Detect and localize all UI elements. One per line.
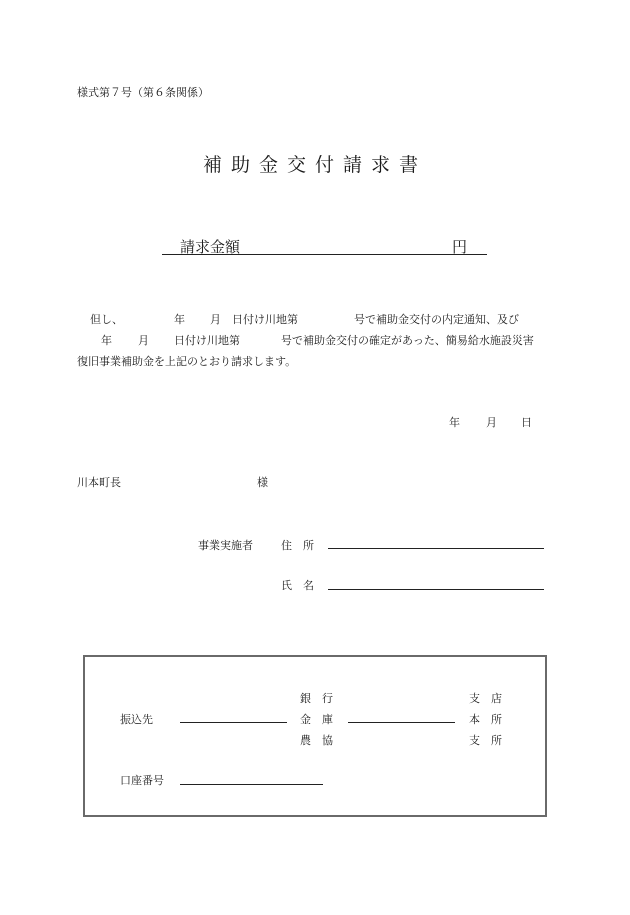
- account-number-field[interactable]: [180, 784, 323, 785]
- date-day: 日: [521, 416, 532, 429]
- branch-type-sub-office: 支 所: [469, 734, 502, 747]
- branch-type-head-office: 本 所: [469, 713, 502, 726]
- date-month: 月: [486, 416, 497, 429]
- body-line2-year: 年: [101, 334, 112, 347]
- bank-type-agri-coop: 農 協: [300, 734, 333, 747]
- branch-type-branch: 支 店: [469, 692, 502, 705]
- body-line2-date-suffix: 日付け川地第: [174, 334, 240, 347]
- body-line1-month: 月: [210, 313, 221, 326]
- date-year: 年: [449, 416, 460, 429]
- body-line1-year: 年: [174, 313, 185, 326]
- address-field[interactable]: [328, 548, 544, 549]
- amount-label: 請求金額: [180, 238, 241, 256]
- name-label: 氏 名: [281, 579, 314, 592]
- form-number: 様式第７号（第６条関係）: [77, 86, 209, 99]
- body-line3: 復旧事業補助金を上記のとおり請求します。: [77, 355, 297, 368]
- body-line1-number-suffix: 号で補助金交付の内定通知、及び: [354, 313, 519, 326]
- amount-underline[interactable]: [162, 254, 487, 255]
- address-label: 住 所: [281, 539, 314, 552]
- body-line2-number-suffix: 号で補助金交付の確定があった、簡易給水施設災害: [281, 334, 534, 347]
- transfer-label: 振込先: [120, 713, 153, 726]
- account-number-label: 口座番号: [120, 774, 164, 787]
- amount-unit: 円: [452, 238, 468, 256]
- body-line2-month: 月: [138, 334, 149, 347]
- bank-name-field[interactable]: [180, 722, 287, 723]
- bank-type-credit-union: 金 庫: [300, 713, 333, 726]
- name-field[interactable]: [328, 589, 544, 590]
- branch-name-field[interactable]: [348, 722, 455, 723]
- addressee-name: 川本町長: [77, 476, 121, 489]
- applicant-role: 事業実施者: [198, 539, 253, 552]
- document-title: 補助金交付請求書: [202, 154, 427, 176]
- body-line1-date-suffix: 日付け川地第: [232, 313, 298, 326]
- body-prefix: 但し、: [90, 313, 123, 326]
- addressee-honorific: 様: [257, 476, 268, 489]
- bank-type-bank: 銀 行: [300, 692, 333, 705]
